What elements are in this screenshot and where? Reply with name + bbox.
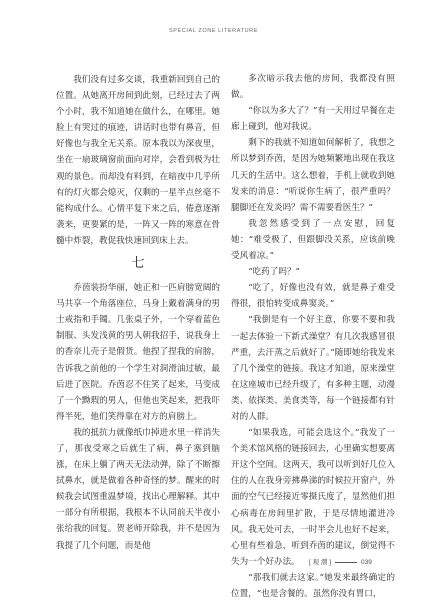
paragraph: 我们没有过多交谈，我重新回到自己的位置。从她离开房间到此刻，已经过去了两个小时，我不知道她在做什么，在哪里。她脸上有哭过的痕迹，讲话时也带有鼻音，但好像也与我全无关系。原本我以为深夜里，坐在一扇玻璃窗前面向对岸，会看到极为壮观的景色。而却没有料到，在暗夜中几乎所有的灯火都会熄灭，仅剩的一星半点丝毫不能构成什么。心情平复下来之后，倦意逐渐袭来，更要紧的是，一阵又一阵的寒意在骨髓中炸裂，教促我快速回到床上去。: [56, 75, 220, 246]
paragraph: “吃药了吗？”: [248, 267, 300, 278]
paragraph: 我忽然感受到了一点安慰，回复她：“难受极了，但跟脚没关系，应该前晚受风着凉。”: [231, 218, 395, 262]
paragraph: “你以为多大了？”有一天用过早餐在走廊上碰到，他对我说。: [231, 106, 395, 133]
section-number: 七: [131, 256, 145, 272]
paragraph: 多次暗示我去他的房间，我都没有照做。: [231, 74, 395, 101]
footer-rule: [335, 562, 357, 563]
paragraph: 乔茵装扮华丽，她正和一匹肩膀宽阔的马共享一个角落座位，马身上戴着满身的男士戒指和手镯。几张桌子外，一个穿着蓝色制服、头发浅黄的男人朝我招手，说我身上的香奈儿壳子是假货。他捏了捏我的肩膀，告诉我之前他的一个学生对洞滑油过敏，最后进了医院。乔茵忍不住笑了起来，马变成了一个黝瑕的男人，但他也笑起来，把我吓得半死，他们笑得靠在对方的肩膀上。: [56, 283, 220, 422]
paragraph: 我的抵抗力就像纸巾掉进水里一样消失了，那夜受寒之后就生了病，鼻子塞到脑涨，在床上躺了两天无法动弹，除了不断擦拭鼻水，就是做着各种奇怪的梦。醒来的时候我会试图重温梦境，找出心理解释。其中一部分有所根据，我根本不认同前天半夜小张给我的回复。贺老师开除我，并不是因为我提了几个问题，而是他: [56, 427, 220, 551]
paragraph: “那我们就去这家。”她发来最终确定的位置，“也是含餐的。虽然你没有胃口，: [231, 572, 395, 599]
right-text-column: [231, 71, 395, 602]
running-header-title: SPECIAL ZONE LITERATURE: [169, 28, 258, 34]
paragraph: “如果我选，可能会选这个。”我发了一个美术馆风格的链接回去，心里确实想要离开这个空间。这两天，我可以听到好几位入住的人在我身旁拂鼻涕的时候拉开窗户，外面的空气已经接近零摄氏度了，显然他们担心病毒在房间里扩散，于是尽情地灌进冷风。我无处可去，一时半会儿也好不起来，心里有些着急，听到乔茵的建议，倒觉得不失为一个好办法。: [231, 428, 395, 567]
paragraph: 剩下的我就不知道如何解析了，我想之所以梦到乔茵，是因为她频繁地出现在我这几天的生活中。这么想着，手机上就收到她发来的消息：“听说你生病了，很严重吗？腿脚还在发炎吗？需不需要看医生？”: [231, 138, 395, 213]
page-number: 039: [361, 559, 372, 566]
left-text-column: [56, 72, 220, 554]
paragraph: “吃了，好像也没有效，就是鼻子难受得很，很怕转变成鼻窦炎。”: [231, 283, 395, 310]
page-footer: [309, 557, 372, 566]
paragraph: “我倒是有一个好主意，你要不要和我一起去体验一下新式澡堂？有几次我感冒很严重，去汗蒸之后就好了。”随即她给我发来了几个澡堂的链接。我这才知道，原来澡堂在这座城市已经升级了，有多种主题，动漫类、依探类、美食类等，每一个链接都有针对的人群。: [231, 315, 395, 422]
magazine-name: [ 观 潮 ]: [309, 559, 332, 566]
